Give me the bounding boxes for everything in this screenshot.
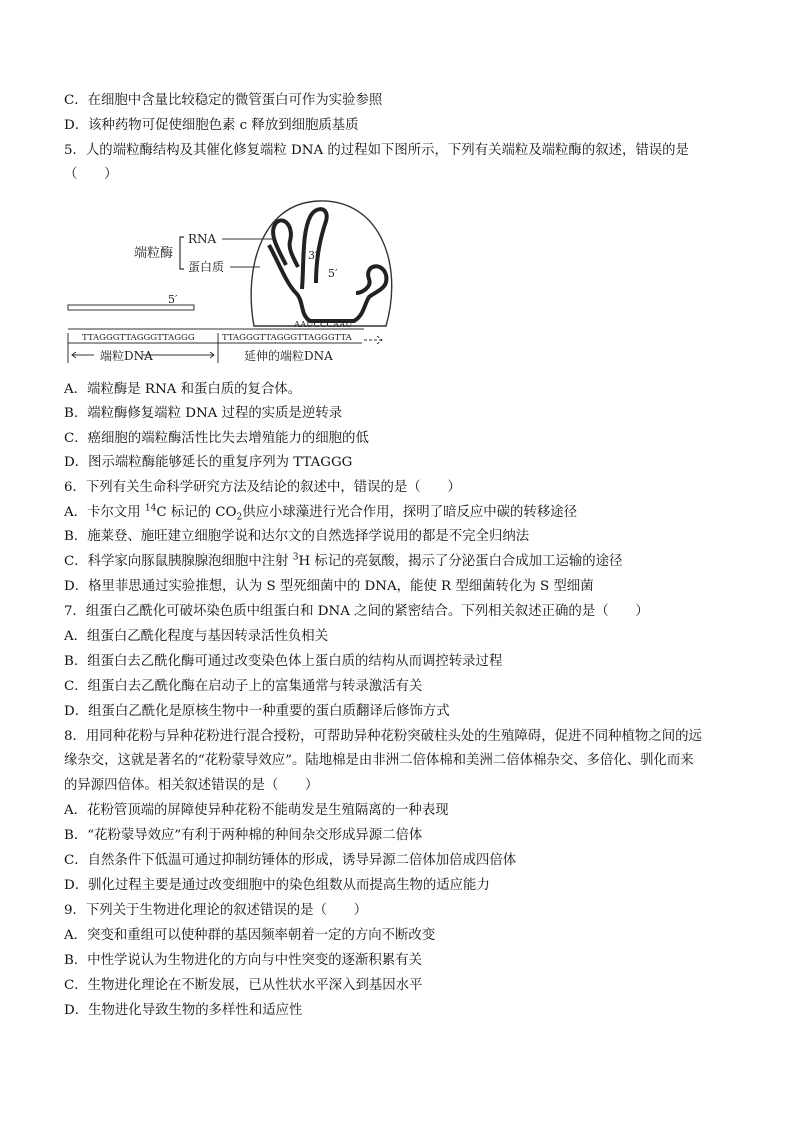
q5-option-c: C．癌细胞的端粒酶活性比失去增殖能力的细胞的低 <box>64 431 369 446</box>
q5-option-d: D．图示端粒酶能够延长的重复序列为 TTAGGG <box>64 455 353 470</box>
q8-option-d: D．驯化过程主要是通过改变细胞中的染色组数从而提高生物的适应能力 <box>64 878 490 893</box>
q6-a-text-1: A．卡尔文用 <box>64 505 145 520</box>
telomerase-figure <box>64 193 394 370</box>
extension-arrow <box>364 336 382 344</box>
q8-option-c: C．自然条件下低温可通过抑制纺锤体的形成，诱导异源二倍体加倍成四倍体 <box>64 853 517 868</box>
q9-option-c: C．生物进化理论在不断发展，已从性状水平深入到基因水平 <box>64 978 423 993</box>
q6-option-c <box>64 553 622 571</box>
telomerase-body <box>251 201 392 326</box>
q7-option-c: C．组蛋白去乙酰化酶在启动子上的富集通常与转录激活有关 <box>64 679 423 694</box>
protein-label: 蛋白质 <box>188 260 225 274</box>
enzyme-bracket <box>180 237 184 269</box>
q9-option-a: A．突变和重组可以使种群的基因频率朝着一定的方向不断改变 <box>64 928 436 943</box>
dna-sequence-left: TTAGGGTTAGGGTTAGGG <box>82 333 195 343</box>
q8-stem-line-2: 缘杂交，这就是著名的“花粉蒙导效应”。陆地棉是由非洲二倍体棉和美洲二倍体棉杂交、多倍化、驯化而来 <box>64 753 694 768</box>
telomerase-diagram <box>64 193 394 370</box>
rna-label: RNA <box>188 232 217 246</box>
rna-template-sequence: AAUCCCAAU <box>294 320 353 330</box>
q9-stem: 9．下列关于生物进化理论的叙述错误的是（ ） <box>64 903 368 918</box>
q6-stem: 6．下列有关生命科学研究方法及结论的叙述中，错误的是（ ） <box>64 480 461 495</box>
q6-option-b: B．施莱登、施旺建立细胞学说和达尔文的自然选择学说用的都是不完全归纳法 <box>64 529 530 544</box>
q6-a-text-2: C 标记的 CO <box>156 505 237 520</box>
q5-option-b: B．端粒酶修复端粒 DNA 过程的实质是逆转录 <box>64 406 343 421</box>
prime3-label: 3′ <box>308 249 318 262</box>
q5-stem-blank: （ ） <box>64 167 118 182</box>
q5-option-a: A．端粒酶是 RNA 和蛋白质的复合体。 <box>64 382 302 397</box>
q8-option-b: B．“花粉蒙导效应”有利于两种棉的种间杂交形成异源二倍体 <box>64 828 423 843</box>
q9-option-b: B．中性学说认为生物进化的方向与中性突变的逐渐积累有关 <box>64 953 422 968</box>
enzyme-label: 端粒酶 <box>134 246 174 261</box>
co2-subscript: 2 <box>236 512 243 523</box>
rna-strand-shape <box>269 245 386 321</box>
telomere-dna-label: 端粒DNA <box>100 349 153 363</box>
prime5-top-label: 5′ <box>168 293 178 306</box>
prime5-inner-label: 5′ <box>328 267 338 280</box>
q7-stem: 7．组蛋白乙酰化可破坏染色质中组蛋白和 DNA 之间的紧密结合。下列相关叙述正确的是（ ） <box>64 604 649 619</box>
q5-stem: 5．人的端粒酶结构及其催化修复端粒 DNA 的过程如下图所示，下列有关端粒及端粒酶的叙述，错误的是 <box>64 143 689 158</box>
q9-option-d: D．生物进化导致生物的多样性和适应性 <box>64 1003 303 1018</box>
q4-option-d: D．该种药物可促使细胞色素 c 释放到细胞质基质 <box>64 118 359 133</box>
q7-option-d: D．组蛋白乙酰化是原核生物中一种重要的蛋白质翻译后修饰方式 <box>64 704 450 719</box>
q6-option-a <box>64 504 577 522</box>
q8-stem-line-3: 的异源四倍体。相关叙述错误的是（ ） <box>64 778 319 793</box>
q7-option-a: A．组蛋白乙酰化程度与基因转录活性负相关 <box>64 629 329 644</box>
q4-option-c: C．在细胞中含量比较稳定的微管蛋白可作为实验参照 <box>64 93 383 108</box>
q6-a-text-3: 供应小球藻进行光合作用，探明了暗反应中碳的转移途径 <box>242 505 577 520</box>
q8-option-a: A．花粉管顶端的屏障使异种花粉不能萌发是生殖隔离的一种表现 <box>64 803 449 818</box>
q6-option-d: D．格里菲思通过实验推想，认为 S 型死细菌中的 DNA，能使 R 型细菌转化为 S 型细菌 <box>64 579 594 594</box>
q6-c-text-2: H 标记的亮氨酸，揭示了分泌蛋白合成加工运输的途径 <box>298 554 623 569</box>
extended-telomere-label: 延伸的端粒DNA <box>244 349 333 363</box>
q8-stem-line-1: 8．用同种花粉与异种花粉进行混合授粉，可帮助异种花粉突破柱头处的生殖障碍，促进不同种植物之间的远 <box>64 729 702 744</box>
dna-sequence-right: TTAGGGTTAGGGTTAGGGTTA <box>222 333 352 343</box>
q6-c-text-1: C．科学家向豚鼠胰腺腺泡细胞中注射 <box>64 554 293 569</box>
tritium-superscript: 3 <box>292 552 299 563</box>
carbon-14-superscript: 14 <box>144 503 157 514</box>
q7-option-b: B．组蛋白去乙酰化酶可通过改变染色体上蛋白质的结构从而调控转录过程 <box>64 654 503 669</box>
